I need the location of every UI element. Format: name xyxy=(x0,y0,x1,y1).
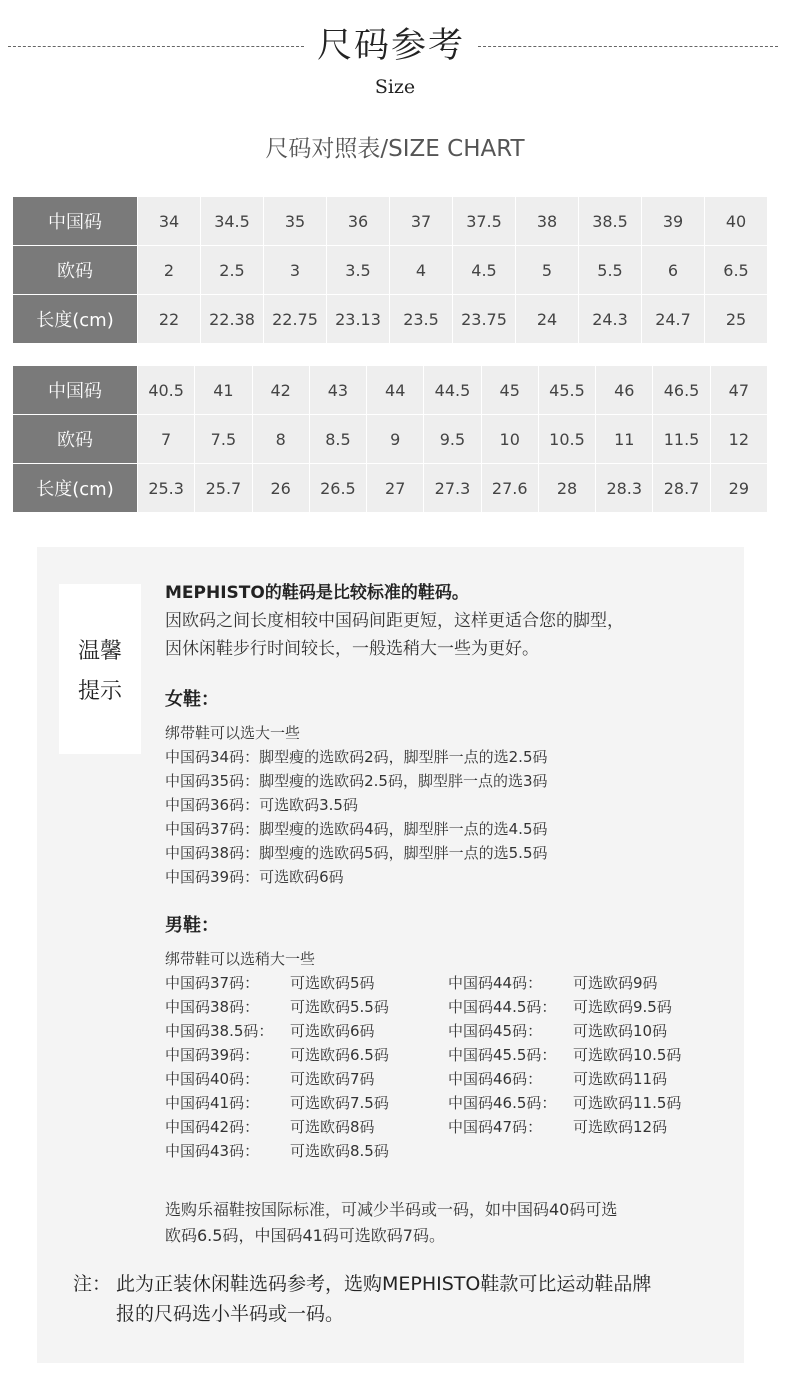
size-cell: 28.3 xyxy=(596,464,653,513)
china-size-label: 中国码45.5码： xyxy=(448,1046,557,1064)
men-size-column-left xyxy=(165,971,389,1163)
china-size-label: 中国码43码： xyxy=(165,1142,260,1160)
women-size-line: 中国码38码：脚型瘦的选欧码5码，脚型胖一点的选5.5码 xyxy=(165,844,548,862)
size-cell: 44 xyxy=(367,366,424,415)
row-header: 中国码 xyxy=(13,366,138,415)
right-dashed-divider xyxy=(478,46,778,47)
size-table-1 xyxy=(12,196,768,344)
women-size-line: 中国码34码：脚型瘦的选欧码2码，脚型胖一点的选2.5码 xyxy=(165,748,548,766)
size-cell: 24.3 xyxy=(579,295,642,344)
size-cell: 46 xyxy=(596,366,653,415)
women-note: 绑带鞋可以选大一些 xyxy=(165,724,301,742)
size-table-row xyxy=(13,415,768,464)
china-size-label: 中国码44码： xyxy=(448,974,543,992)
size-cell: 26.5 xyxy=(309,464,366,513)
china-size-label: 中国码45码： xyxy=(448,1022,543,1040)
size-cell: 37.5 xyxy=(453,197,516,246)
tips-label-box xyxy=(59,584,141,754)
size-cell: 4 xyxy=(390,246,453,295)
tips-label-line2: 提示 xyxy=(77,679,122,704)
eu-size-value: 可选欧码11码 xyxy=(573,1070,668,1088)
size-table-row xyxy=(13,246,768,295)
china-size-label: 中国码46.5码： xyxy=(448,1094,557,1112)
china-size-label: 中国码38码： xyxy=(165,998,260,1016)
eu-size-value: 可选欧码10码 xyxy=(573,1022,668,1040)
eu-size-value: 可选欧码6.5码 xyxy=(290,1046,389,1064)
eu-size-value: 可选欧码9.5码 xyxy=(573,998,672,1016)
size-cell: 9.5 xyxy=(424,415,481,464)
size-cell: 25.3 xyxy=(138,464,195,513)
eu-size-value: 可选欧码5码 xyxy=(290,974,375,992)
men-size-line xyxy=(165,1115,389,1139)
women-size-line: 中国码37码：脚型瘦的选欧码4码，脚型胖一点的选4.5码 xyxy=(165,820,548,838)
men-size-line xyxy=(165,971,389,995)
loafer-advice xyxy=(165,1197,725,1249)
men-note: 绑带鞋可以选稍大一些 xyxy=(165,950,316,968)
size-chart-title: 尺码对照表/SIZE CHART xyxy=(265,136,525,162)
size-cell: 6.5 xyxy=(705,246,768,295)
size-cell: 41 xyxy=(195,366,252,415)
size-cell: 37 xyxy=(390,197,453,246)
row-header: 长度(cm) xyxy=(13,464,138,513)
size-cell: 5 xyxy=(516,246,579,295)
loafer-advice-line1: 选购乐福鞋按国际标准，可减少半码或一码，如中国码40码可选 xyxy=(165,1200,618,1219)
men-size-line xyxy=(165,1067,389,1091)
women-size-line: 中国码39码：可选欧码6码 xyxy=(165,868,344,886)
size-table-2 xyxy=(12,365,768,513)
men-size-line xyxy=(448,1019,681,1043)
size-cell: 22.75 xyxy=(264,295,327,344)
title-row xyxy=(0,18,790,68)
men-size-line xyxy=(448,971,681,995)
size-cell: 40 xyxy=(705,197,768,246)
size-cell: 45.5 xyxy=(538,366,595,415)
china-size-label: 中国码46码： xyxy=(448,1070,543,1088)
eu-size-value: 可选欧码7码 xyxy=(290,1070,375,1088)
footnote-line1: 此为正装休闲鞋选码参考，选购MEPHISTO鞋款可比运动鞋品牌 xyxy=(116,1273,652,1295)
size-cell: 3 xyxy=(264,246,327,295)
row-header: 长度(cm) xyxy=(13,295,138,344)
size-cell: 2 xyxy=(138,246,201,295)
men-size-line xyxy=(448,1043,681,1067)
size-cell: 43 xyxy=(309,366,366,415)
size-table-row xyxy=(13,197,768,246)
footnote-line2: 报的尺码选小半码或一码。 xyxy=(116,1303,345,1325)
men-size-line xyxy=(165,1043,389,1067)
size-cell: 6 xyxy=(642,246,705,295)
tips-headline: MEPHISTO的鞋码是比较标准的鞋码。 xyxy=(165,583,469,603)
men-size-line xyxy=(448,1091,681,1115)
size-cell: 2.5 xyxy=(201,246,264,295)
men-size-line xyxy=(448,995,681,1019)
size-cell: 29 xyxy=(710,464,767,513)
tips-panel xyxy=(37,547,744,1363)
size-cell: 34.5 xyxy=(201,197,264,246)
size-table-row xyxy=(13,464,768,513)
size-cell: 42 xyxy=(252,366,309,415)
tips-intro-2: 因休闲鞋步行时间较长，一般选稍大一些为更好。 xyxy=(165,639,539,659)
eu-size-value: 可选欧码8码 xyxy=(290,1118,375,1136)
page-title: 尺码参考 xyxy=(316,26,465,66)
women-size-list xyxy=(165,745,725,889)
size-cell: 27 xyxy=(367,464,424,513)
size-cell: 40.5 xyxy=(138,366,195,415)
eu-size-value: 可选欧码11.5码 xyxy=(573,1094,682,1112)
china-size-label: 中国码40码： xyxy=(165,1070,260,1088)
size-table-row xyxy=(13,366,768,415)
tips-intro-1: 因欧码之间长度相较中国码间距更短，这样更适合您的脚型， xyxy=(165,611,624,631)
row-header: 欧码 xyxy=(13,415,138,464)
page-subtitle: Size xyxy=(374,76,416,98)
eu-size-value: 可选欧码12码 xyxy=(573,1118,668,1136)
size-cell: 34 xyxy=(138,197,201,246)
size-cell: 44.5 xyxy=(424,366,481,415)
size-cell: 23.75 xyxy=(453,295,516,344)
size-cell: 8.5 xyxy=(309,415,366,464)
size-cell: 10 xyxy=(481,415,538,464)
size-cell: 12 xyxy=(710,415,767,464)
loafer-advice-line2: 欧码6.5码，中国码41码可选欧码7码。 xyxy=(165,1226,445,1245)
footnote xyxy=(73,1269,733,1329)
eu-size-value: 可选欧码7.5码 xyxy=(290,1094,389,1112)
size-cell: 22.38 xyxy=(201,295,264,344)
men-size-line xyxy=(448,1115,681,1139)
left-dashed-divider xyxy=(8,46,304,47)
size-cell: 5.5 xyxy=(579,246,642,295)
size-cell: 9 xyxy=(367,415,424,464)
size-cell: 11.5 xyxy=(653,415,710,464)
eu-size-value: 可选欧码6码 xyxy=(290,1022,375,1040)
china-size-label: 中国码44.5码： xyxy=(448,998,557,1016)
size-cell: 3.5 xyxy=(327,246,390,295)
size-cell: 39 xyxy=(642,197,705,246)
size-table-row xyxy=(13,295,768,344)
size-cell: 4.5 xyxy=(453,246,516,295)
size-cell: 25 xyxy=(705,295,768,344)
size-cell: 23.5 xyxy=(390,295,453,344)
size-cell: 22 xyxy=(138,295,201,344)
china-size-label: 中国码47码： xyxy=(448,1118,543,1136)
men-size-list xyxy=(165,971,725,1167)
eu-size-value: 可选欧码8.5码 xyxy=(290,1142,389,1160)
china-size-label: 中国码38.5码： xyxy=(165,1022,274,1040)
men-size-line xyxy=(165,1019,389,1043)
size-cell: 45 xyxy=(481,366,538,415)
women-size-line: 中国码36码：可选欧码3.5码 xyxy=(165,796,358,814)
size-cell: 38.5 xyxy=(579,197,642,246)
eu-size-value: 可选欧码9码 xyxy=(573,974,658,992)
size-cell: 10.5 xyxy=(538,415,595,464)
china-size-label: 中国码39码： xyxy=(165,1046,260,1064)
women-size-line: 中国码35码：脚型瘦的选欧码2.5码，脚型胖一点的选3码 xyxy=(165,772,548,790)
size-cell: 47 xyxy=(710,366,767,415)
size-cell: 36 xyxy=(327,197,390,246)
size-cell: 26 xyxy=(252,464,309,513)
size-cell: 35 xyxy=(264,197,327,246)
size-cell: 23.13 xyxy=(327,295,390,344)
eu-size-value: 可选欧码5.5码 xyxy=(290,998,389,1016)
footnote-prefix: 注： xyxy=(73,1273,112,1295)
row-header: 欧码 xyxy=(13,246,138,295)
men-size-line xyxy=(165,995,389,1019)
men-section-title: 男鞋： xyxy=(165,915,219,936)
size-cell: 25.7 xyxy=(195,464,252,513)
size-cell: 27.6 xyxy=(481,464,538,513)
size-cell: 24 xyxy=(516,295,579,344)
size-cell: 7.5 xyxy=(195,415,252,464)
size-cell: 7 xyxy=(138,415,195,464)
size-cell: 8 xyxy=(252,415,309,464)
men-size-line xyxy=(165,1091,389,1115)
china-size-label: 中国码37码： xyxy=(165,974,260,992)
tips-content xyxy=(165,579,725,1167)
eu-size-value: 可选欧码10.5码 xyxy=(573,1046,682,1064)
size-cell: 46.5 xyxy=(653,366,710,415)
size-cell: 27.3 xyxy=(424,464,481,513)
women-section-title: 女鞋： xyxy=(165,689,219,710)
tips-label-line1: 温馨 xyxy=(77,639,122,664)
size-cell: 28.7 xyxy=(653,464,710,513)
china-size-label: 中国码42码： xyxy=(165,1118,260,1136)
men-size-line xyxy=(165,1139,389,1163)
size-cell: 11 xyxy=(596,415,653,464)
men-size-column-right xyxy=(448,971,681,1139)
men-size-line xyxy=(448,1067,681,1091)
size-cell: 28 xyxy=(538,464,595,513)
size-cell: 38 xyxy=(516,197,579,246)
china-size-label: 中国码41码： xyxy=(165,1094,260,1112)
size-cell: 24.7 xyxy=(642,295,705,344)
row-header: 中国码 xyxy=(13,197,138,246)
